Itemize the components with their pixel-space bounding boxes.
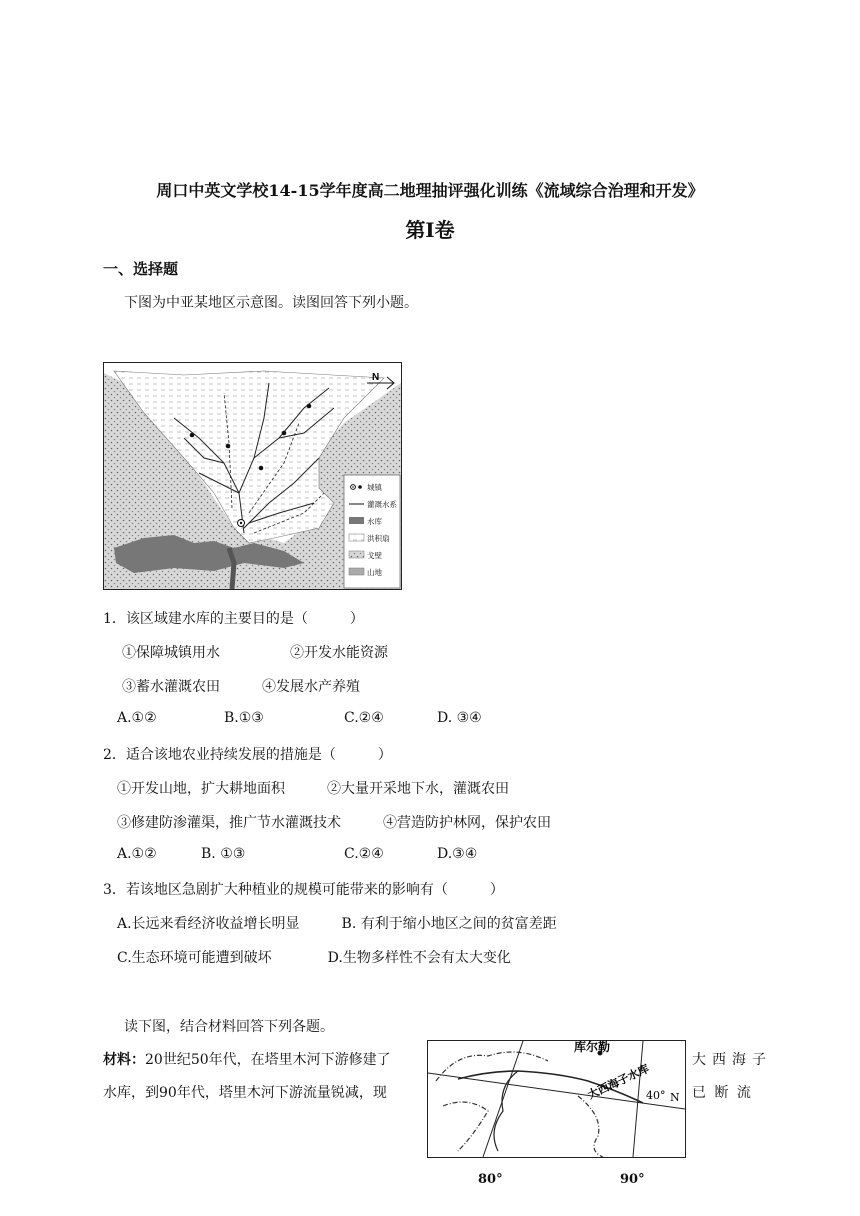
q1-option-c: C.②④ xyxy=(344,710,384,726)
material-line2: 水库，到90年代，塔里木河下游流量锐减，现 xyxy=(103,1085,387,1101)
lon-label-1: 80° xyxy=(478,1172,503,1187)
city-label: 库尔勒 xyxy=(574,1041,611,1054)
q3-stem: 3．若该地区急剧扩大种植业的规模可能带来的影响有（ ） xyxy=(103,882,504,898)
legend-reservoir: 水库 xyxy=(367,517,382,526)
q2-option-d: D.③④ xyxy=(437,846,478,862)
intro-text-2: 读下图，结合材料回答下列各题。 xyxy=(124,1019,334,1035)
central-asia-map xyxy=(103,362,402,590)
q2-line2: ③修建防渗灌渠，推广节水灌溉技术 ④营造防护林网，保护农田 xyxy=(117,815,551,831)
section-heading: 一、选择题 xyxy=(103,260,179,278)
lat-label: 40° xyxy=(646,1089,666,1102)
material-right2: 已 断 流 xyxy=(692,1085,753,1101)
q1-option-d: D. ③④ xyxy=(437,710,482,726)
north-label: N xyxy=(372,372,380,383)
intro-text: 下图为中亚某地区示意图。读图回答下列小题。 xyxy=(124,295,418,311)
q2-option-b: B. ①③ xyxy=(201,846,246,862)
tarim-map xyxy=(427,1040,686,1158)
legend-canal: 灌溉水系 xyxy=(367,500,397,509)
material-label: 材料： xyxy=(103,1052,145,1068)
north-label-2: N xyxy=(670,1091,680,1104)
q1-option-b: B.①③ xyxy=(224,710,264,726)
legend-mountain: 山地 xyxy=(367,568,382,577)
q3-line2: C.生态环境可能遭到破坏 D.生物多样性不会有太大变化 xyxy=(117,950,511,966)
legend-gobi: 戈壁 xyxy=(367,551,382,560)
map-figure xyxy=(104,363,401,589)
q1-option-a: A.①② xyxy=(117,710,157,726)
q2-option-c: C.②④ xyxy=(344,846,384,862)
reservoir-label: 大西海子水库 xyxy=(585,1062,652,1102)
q2-option-a: A.①② xyxy=(117,846,157,862)
lon-label-2: 90° xyxy=(620,1172,645,1187)
q2-stem: 2．适合该地农业持续发展的措施是（ ） xyxy=(103,747,392,763)
q1-line1: ①保障城镇用水 ②开发水能资源 xyxy=(122,645,388,661)
legend-town: 城镇 xyxy=(367,483,382,492)
q3-line1: A.长远来看经济收益增长明显 B. 有利于缩小地区之间的贫富差距 xyxy=(117,916,557,932)
material-right1: 大西海子 xyxy=(692,1052,772,1068)
q1-line2: ③蓄水灌溉农田 ④发展水产养殖 xyxy=(122,679,360,695)
material-line1 xyxy=(103,1049,391,1069)
material-text1: 20世纪50年代，在塔里木河下游修建了 xyxy=(145,1052,391,1068)
q2-line1: ①开发山地，扩大耕地面积 ②大量开采地下水，灌溉农田 xyxy=(117,781,509,797)
volume-heading: 第Ⅰ卷 xyxy=(405,218,455,242)
q1-stem: 1．该区域建水库的主要目的是（ ） xyxy=(103,611,364,627)
legend-fan: 洪积扇 xyxy=(367,534,390,543)
paper-title: 周口中英文学校14-15学年度高二地理抽评强化训练《流域综合治理和开发》 xyxy=(156,181,704,200)
